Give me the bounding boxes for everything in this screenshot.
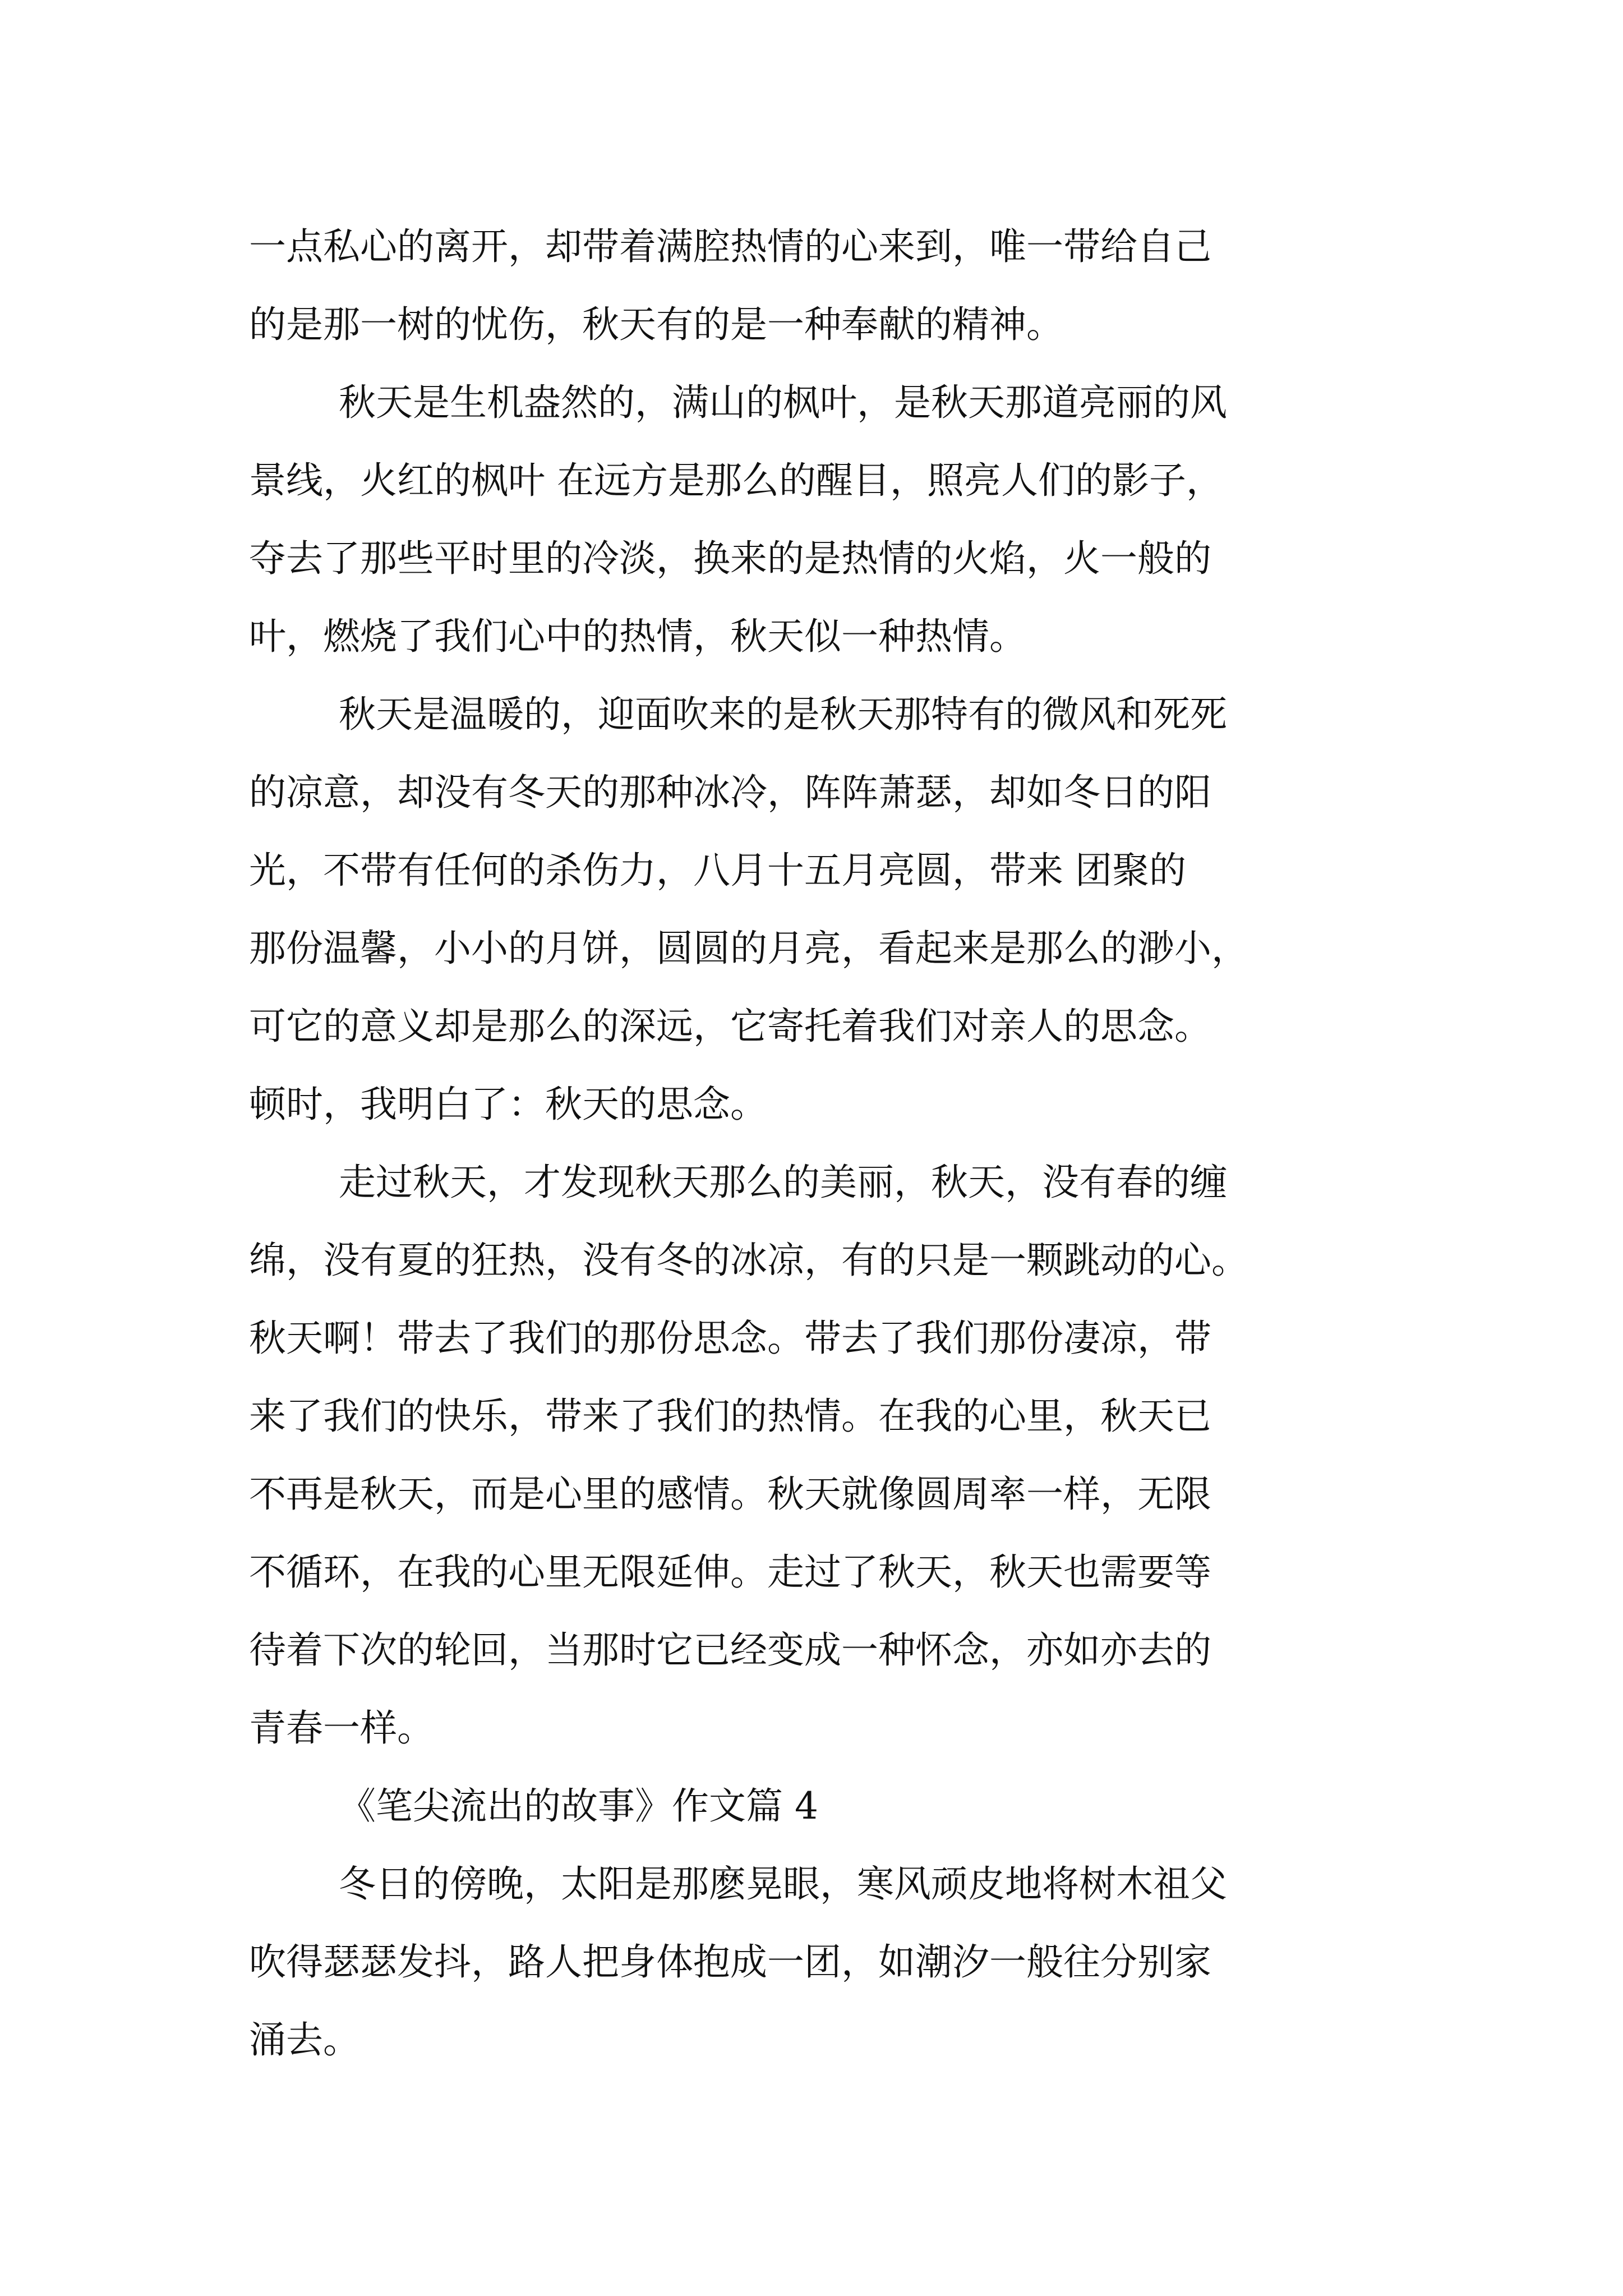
paragraph-line: 顿时，我明白了：秋天的思念。 xyxy=(249,1083,767,1126)
paragraph-line: 青春一样。 xyxy=(249,1706,434,1750)
paragraph-line: 那份温馨，小小的月饼，圆圆的月亮，看起来是那么的渺小， xyxy=(249,927,1248,970)
section-heading: 《笔尖流出的故事》作文篇 4 xyxy=(339,1784,818,1828)
paragraph-line: 秋天是生机盎然的，满山的枫叶，是秋天那道亮丽的风 xyxy=(339,381,1227,424)
paragraph-line: 夺去了那些平时里的冷淡，换来的是热情的火焰，火一般的 xyxy=(249,537,1211,580)
paragraph-line: 不再是秋天，而是心里的感情。秋天就像圆周率一样，无限 xyxy=(249,1473,1211,1516)
paragraph-line: 秋天是温暖的，迎面吹来的是秋天那特有的微风和死死 xyxy=(339,693,1227,736)
paragraph-line: 来了我们的快乐，带来了我们的热情。在我的心里，秋天已 xyxy=(249,1395,1211,1438)
paragraph-line: 景线，火红的枫叶 在远方是那么的醒目，照亮人们的影子， xyxy=(249,459,1223,502)
document-body xyxy=(249,208,1404,2079)
paragraph-line: 的凉意，却没有冬天的那种冰冷，阵阵萧瑟，却如冬日的阳 xyxy=(249,771,1211,814)
paragraph-line: 涌去。 xyxy=(249,2018,360,2062)
paragraph-line: 不循环，在我的心里无限延伸。走过了秋天，秋天也需要等 xyxy=(249,1550,1211,1594)
paragraph-line: 走过秋天，才发现秋天那么的美丽，秋天，没有春的缠 xyxy=(339,1161,1227,1204)
paragraph-line: 待着下次的轮回，当那时它已经变成一种怀念，亦如亦去的 xyxy=(249,1628,1211,1672)
paragraph-line: 叶，燃烧了我们心中的热情，秋天似一种热情。 xyxy=(249,615,1026,658)
paragraph-line: 可它的意义却是那么的深远，它寄托着我们对亲人的思念。 xyxy=(249,1005,1211,1048)
paragraph-line: 吹得瑟瑟发抖，路人把身体抱成一团，如潮汐一般往分别家 xyxy=(249,1940,1211,1984)
paragraph-line: 一点私心的离开，却带着满腔热情的心来到，唯一带给自己 xyxy=(249,225,1211,268)
paragraph-line: 冬日的傍晚，太阳是那麽晃眼，寒风顽皮地将树木祖父 xyxy=(339,1862,1227,1906)
paragraph-line: 的是那一树的忧伤，秋天有的是一种奉献的精神。 xyxy=(249,303,1063,346)
paragraph-line: 光，不带有任何的杀伤力，八月十五月亮圆，带来 团聚的 xyxy=(249,849,1186,892)
paragraph-line: 秋天啊！带去了我们的那份思念。带去了我们那份凄凉，带 xyxy=(249,1317,1211,1360)
paragraph-line: 绵，没有夏的狂热，没有冬的冰凉，有的只是一颗跳动的心。 xyxy=(249,1239,1248,1282)
